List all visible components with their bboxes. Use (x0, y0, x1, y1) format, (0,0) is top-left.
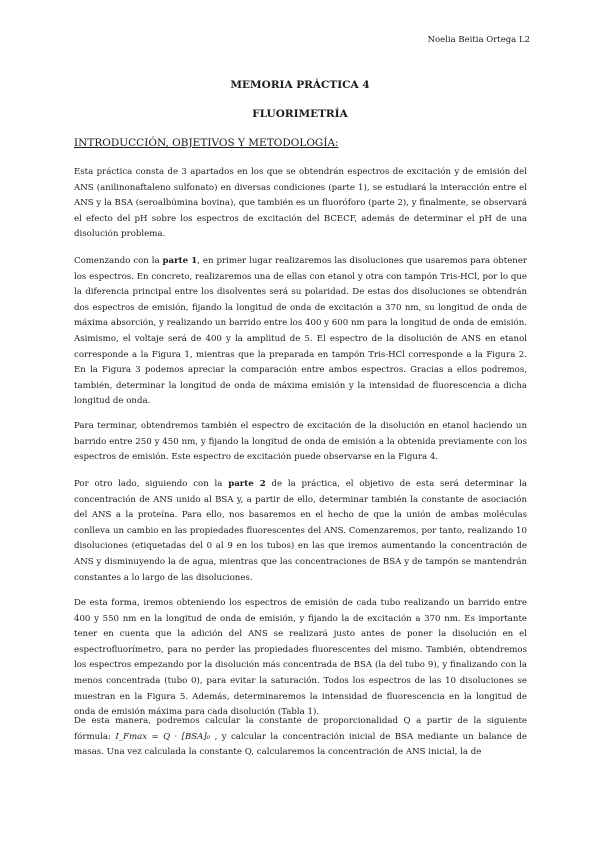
paragraph-part1 (74, 254, 527, 410)
paragraph-part1-pre: Comenzando con la (74, 256, 163, 266)
paragraph-formula-post: , y calcular la concentración inicial de BSA mediante un balance de masas. Una vez calculada la constante Q, calcularemos la concentración de ANS inicial, la de (74, 731, 527, 758)
paragraph-part2-post: de la práctica, el objetivo de esta será determinar la concentración de ANS unido al BSA y, a partir de ello, determinar también la constante de asociación del ANS a la proteína. Para ello, nos basaremos en el hecho de que la unión de ambas moléculas conlleva un cambio en las propiedades fluorescentes del ANS. Comenzaremos, por tanto, realizando 10 disoluciones (etiquetadas del 0 al 9 en los tubos) en las que iremos aumentando la concentración de ANS y disminuyendo la de agua, mientras que las concentraciones de BSA y de tampón se mantendrán constantes a lo largo de las disoluciones. (74, 479, 528, 583)
paragraph-emission: De esta forma, iremos obteniendo los espectros de emisión de cada tubo realizando un barrido entre 400 y 550 nm en la longitud de onda de emisión, y fijando la de excitación a 370 nm. Es importante tener en cuenta que la adición del ANS se realizará justo antes de poner la disolución en el espectrofluorímetro, para no perder las propiedades fluorescentes del mismo. También, obtendremos los espectros empezando por la disolución más concentrada de BSA (la del tubo 9), y finalizando con la menos concentrada (tubo 0), para evitar la saturación. Todos los espectros de las 10 disoluciones se muestran en la Figura 5. Además, determinaremos la intensidad de fluorescencia en la longitud de onda de emisión máxima para cada disolución (Tabla 1). (74, 598, 527, 718)
paragraph-excitation: Para terminar, obtendremos también el espectro de excitación de la disolución en etanol haciendo un barrido entre 250 y 450 nm, y fijando la longitud de onda de emisión a la obtenida previamente con los espectros de emisión. Este espectro de excitación puede observarse en la Figura 4. (74, 421, 527, 463)
paragraph-part2-pre: Por otro lado, siguiendo con la (74, 479, 229, 489)
document-subtitle: FLUORIMETRÍA (252, 108, 348, 120)
author-header: Noelia Beitia Ortega L2 (427, 35, 530, 45)
section-heading: INTRODUCCIÓN, OBJETIVOS Y METODOLOGÍA: (74, 137, 339, 149)
paragraph-formula (74, 714, 527, 761)
paragraph-part1-post: , en primer lugar realizaremos las disoluciones que usaremos para obtener los espectros. En concreto, realizaremos una de ellas con etanol y otra con tampón Tris-HCl, por lo que la diferencia principal entre los disolventes será su polaridad. De estas dos disoluciones se obtendrán dos espectros de emisión, fijando la longitud de onda de excitación a 370 nm, su longitud de onda de máxima absorción, y realizando un barrido entre los 400 y 600 nm para la longitud de onda de emisión. Asimismo, el voltaje será de 400 y la amplitud de 5. El espectro de la disolución de ANS en etanol corresponde a la Figura 1, mientras que la preparada en tampón Tris-HCl corresponde a la Figura 2. En la Figura 3 podemos apreciar la comparación entre ambos espectros. Gracias a ellos podremos, también, determinar la longitud de onda de máxima emisión y la intensidad de fluorescencia a dicha longitud de onda. (74, 256, 528, 407)
document-title: MEMORIA PRÁCTICA 4 (230, 79, 370, 91)
paragraph-intro: Esta práctica consta de 3 apartados en los que se obtendrán espectros de excitación y de emisión del ANS (anilinonaftaleno sulfonato) en diversas condiciones (parte 1), se estudiará la interacción entre el ANS y la BSA (seroalbúmina bovina), que también es un fluoróforo (parte 2), y finalmente, se observará el efecto del pH sobre los espectros de excitación del BCECF, además de determinar el pH de una disolución problema. (74, 167, 527, 240)
paragraph-part2 (74, 477, 527, 586)
paragraph-part2-bold: parte 2 (228, 479, 266, 489)
paragraph-formula-pre: De esta manera, podremos calcular la constante de proporcionalidad Q a partir de la siguiente fórmula: (74, 716, 527, 742)
paragraph-part1-bold: parte 1 (162, 256, 198, 266)
formula: I_Fmax = Q · [BSA]₀ (115, 731, 211, 742)
